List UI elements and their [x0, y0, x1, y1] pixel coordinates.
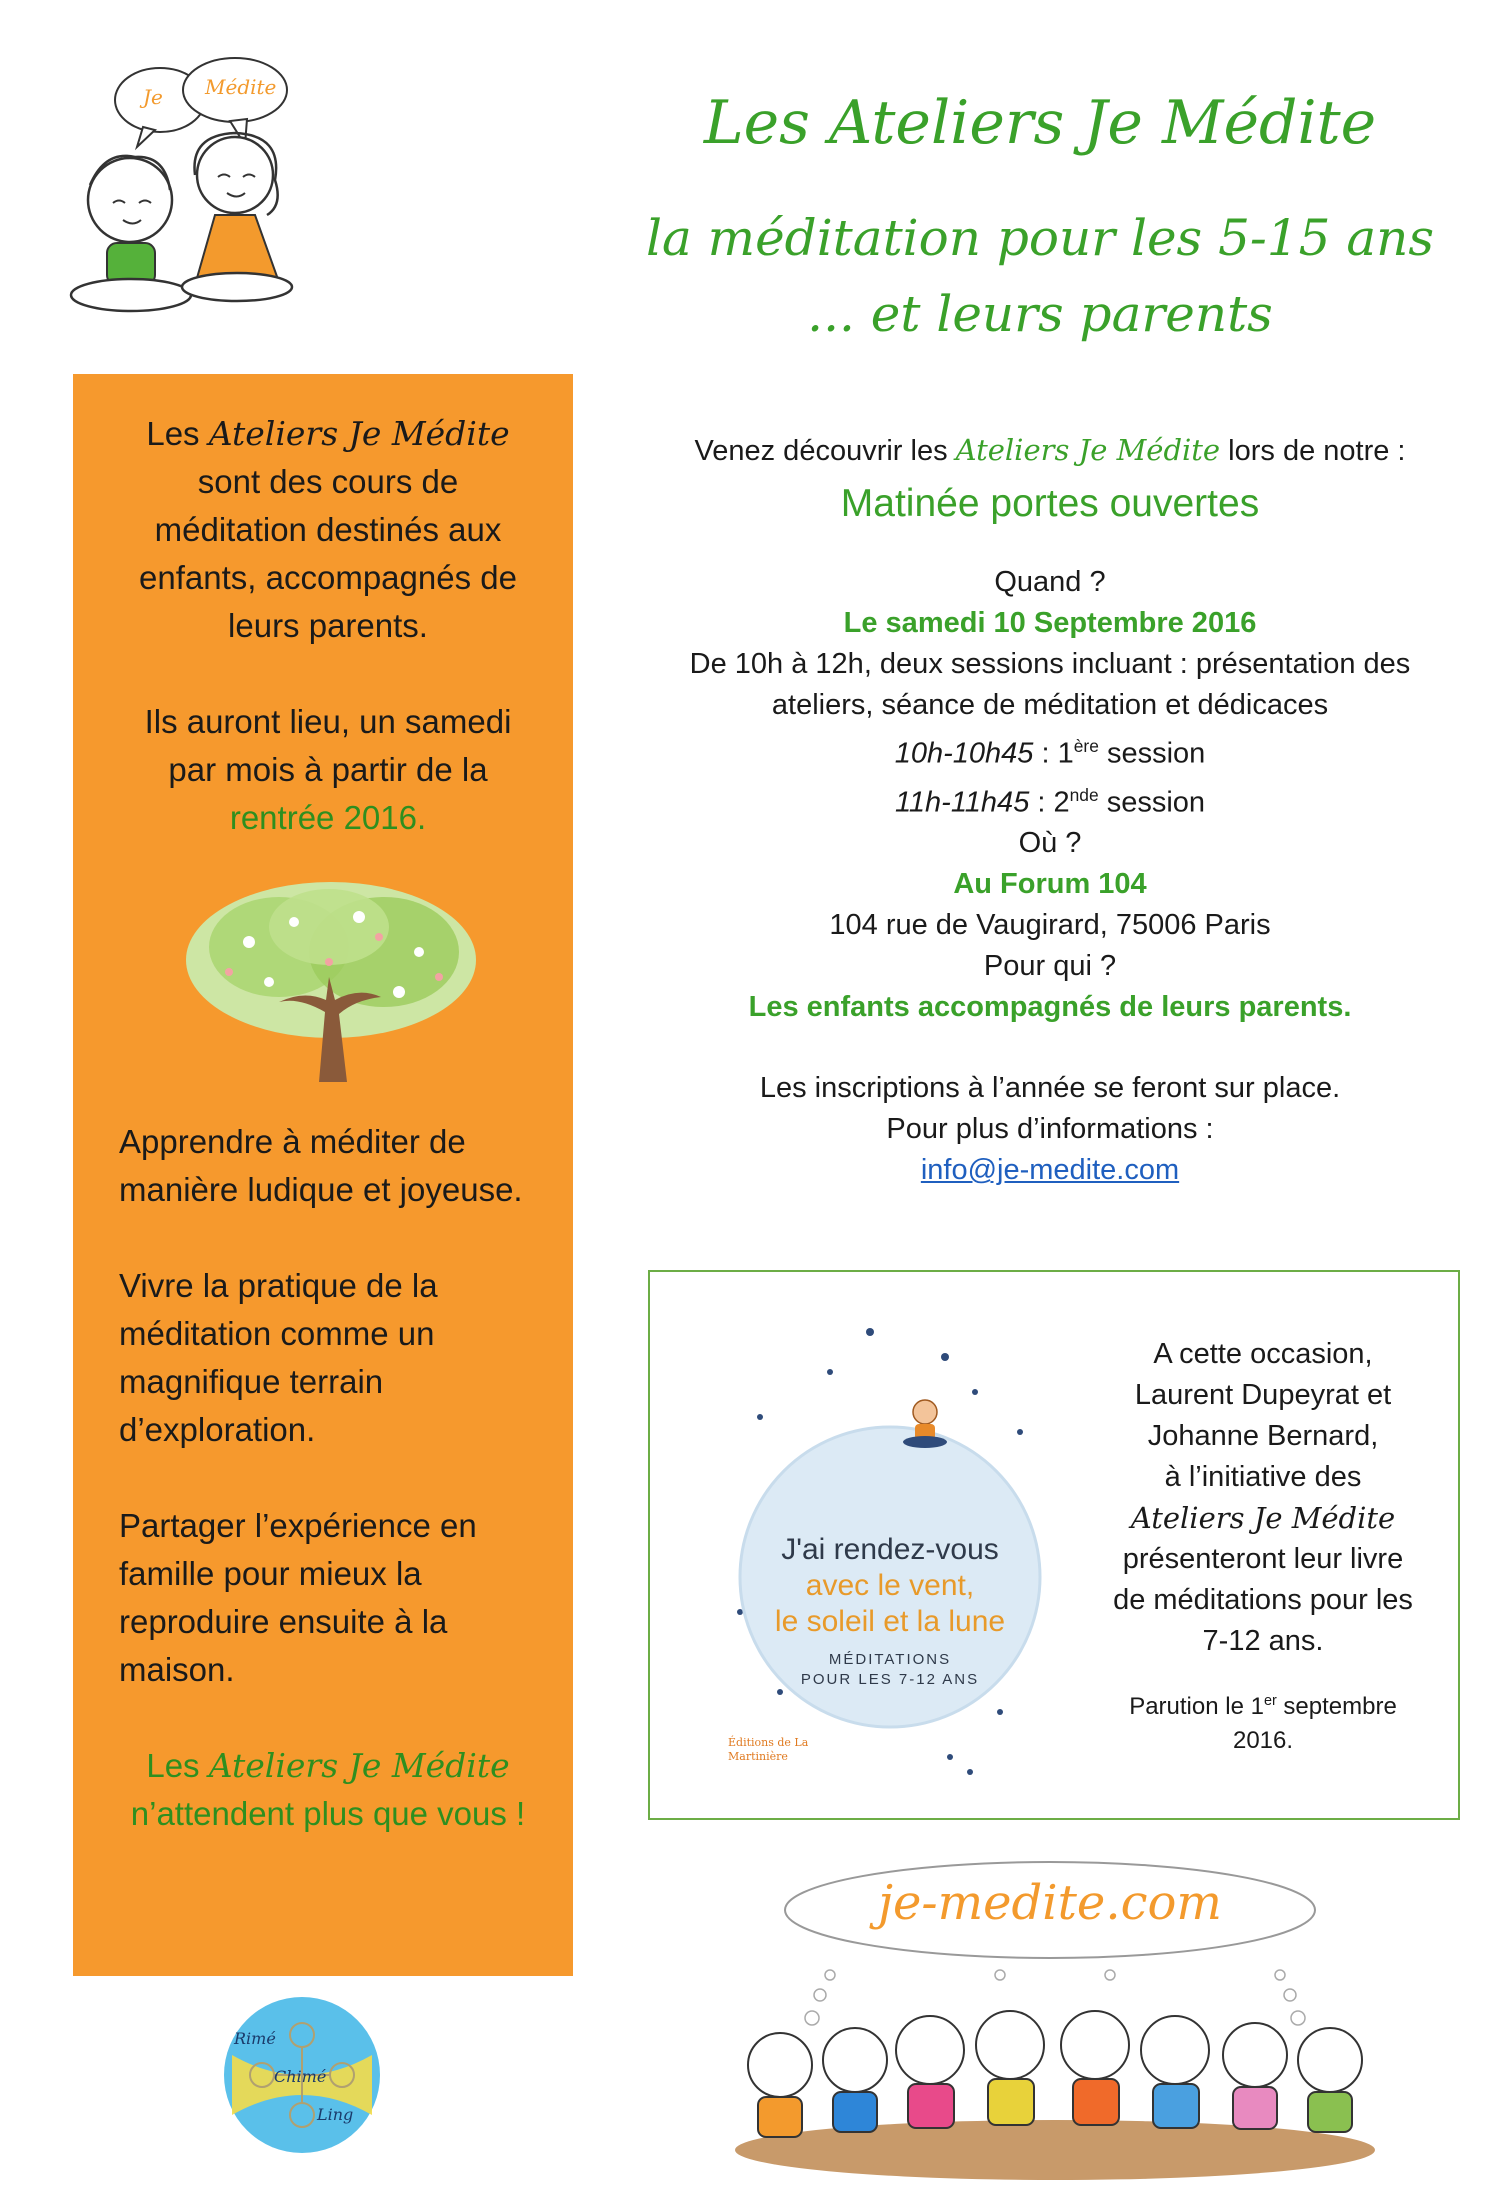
website-url: je-medite.com	[878, 1875, 1222, 1931]
invite-suffix: lors de notre :	[1228, 435, 1406, 467]
event-details	[660, 430, 1440, 1191]
when-question: Quand ?	[994, 566, 1106, 598]
schedule-highlight: rentrée 2016.	[229, 799, 427, 836]
event-date: Le samedi 10 Septembre 2016	[843, 607, 1257, 639]
sidebar-point-2: Vivre la pratique de la méditation comme un magnifique terrain d’exploration.	[119, 1267, 438, 1448]
logo-bubble-right-text: Médite	[205, 75, 277, 99]
book-text-line-1: A cette occasion,	[1153, 1338, 1373, 1370]
badge-line-3: Ling	[317, 2105, 354, 2124]
book-text-brand: Ateliers Je Médite	[1130, 1501, 1396, 1535]
cover-publisher: Éditions de La Martinière	[728, 1736, 809, 1763]
cover-line-5: POUR LES 7-12 ANS	[800, 1671, 980, 1688]
subtitle-line-1: la méditation pour les 5-15 ans	[645, 209, 1434, 267]
invite-text	[660, 430, 1440, 472]
event-name: Matinée portes ouvertes	[840, 482, 1260, 525]
intro-rest: sont des cours de méditation destinés aux enfants, accompagnés de leurs parents.	[139, 463, 517, 644]
page-subtitle	[600, 200, 1480, 352]
session-1-time: 10h-10h45	[894, 737, 1034, 770]
cover-line-1: J'ai rendez-vous	[781, 1533, 999, 1566]
subtitle-line-2: ... et leurs parents	[807, 285, 1273, 343]
book-cover	[720, 1312, 1060, 1782]
session-2-sup: nde	[1069, 784, 1099, 805]
contact-email-link[interactable]: info@je-medite.com	[920, 1154, 1180, 1187]
website-illustration	[700, 1855, 1460, 2185]
closing-brand: Ateliers Je Médite	[208, 1746, 510, 1785]
session-2-num: 2	[1053, 786, 1070, 819]
session-1-label: session	[1106, 737, 1206, 770]
invite-prefix: Venez découvrir les	[694, 435, 948, 467]
cover-line-2: avec le vent,	[805, 1569, 975, 1602]
session-2: 11h-11h45 : 2nde session	[894, 784, 1206, 819]
book-text-line-2: Laurent Dupeyrat et Johanne Bernard,	[1134, 1379, 1392, 1452]
registration-info: Les inscriptions à l’année se feront sur place.	[759, 1072, 1341, 1105]
pub-sup: er	[1263, 1693, 1277, 1709]
logo-bubble-left-text: Je	[143, 85, 163, 109]
session-2-label: session	[1106, 786, 1206, 819]
cover-line-4: MÉDITATIONS	[828, 1651, 952, 1668]
pub-prefix: Parution le 1	[1129, 1693, 1264, 1720]
invite-brand: Ateliers Je Médite	[955, 433, 1221, 467]
book-text-line-3: à l’initiative des	[1164, 1461, 1362, 1493]
info-sidebar	[73, 374, 573, 1976]
venue-address: 104 rue de Vaugirard, 75006 Paris	[829, 909, 1271, 942]
session-1-num: 1	[1057, 737, 1074, 770]
cover-line-3: le soleil et la lune	[774, 1605, 1006, 1638]
book-publication-date	[1108, 1684, 1418, 1758]
sidebar-closing	[119, 1742, 537, 1838]
session-1: 10h-10h45 : 1ère session	[894, 736, 1206, 770]
sidebar-intro	[119, 410, 537, 650]
more-info-label: Pour plus d’informations :	[886, 1113, 1214, 1146]
schedule-text: Ils auront lieu, un samedi par mois à partir de la	[144, 703, 512, 788]
intro-prefix: Les	[146, 415, 200, 452]
book-announcement-box	[648, 1270, 1460, 1820]
intro-brand: Ateliers Je Médite	[208, 414, 510, 453]
book-text-line-4: présenteront leur livre de méditations pour les 7-12 ans.	[1113, 1543, 1413, 1657]
closing-rest: n’attendent plus que vous !	[130, 1795, 526, 1832]
sidebar-point-1: Apprendre à méditer de manière ludique et joyeuse.	[119, 1123, 523, 1208]
association-badge	[222, 1995, 382, 2155]
page-title: Les Ateliers Je Médite	[703, 88, 1377, 158]
closing-prefix: Les	[146, 1747, 200, 1784]
cover-text	[720, 1532, 1060, 1690]
sidebar-point-3: Partager l’expérience en famille pour mieux la reproduire ensuite à la maison.	[119, 1507, 477, 1688]
who-question: Pour qui ?	[983, 950, 1117, 983]
badge-line-1: Rimé	[234, 2029, 276, 2048]
pub-suffix: septembre 2016.	[1232, 1693, 1397, 1754]
session-2-time: 11h-11h45	[894, 786, 1030, 819]
time-description: De 10h à 12h, deux sessions incluant : présentation des ateliers, séance de méditation et dédicaces	[689, 648, 1411, 721]
logo-illustration	[55, 55, 325, 335]
tree-illustration	[119, 882, 537, 1082]
sidebar-schedule	[119, 698, 537, 842]
where-question: Où ?	[1018, 827, 1082, 860]
badge-line-2: Chimé	[274, 2067, 327, 2086]
book-description	[1108, 1334, 1418, 1758]
session-1-sup: ère	[1073, 736, 1099, 756]
venue-name: Au Forum 104	[953, 868, 1147, 901]
audience: Les enfants accompagnés de leurs parents.	[748, 991, 1352, 1024]
